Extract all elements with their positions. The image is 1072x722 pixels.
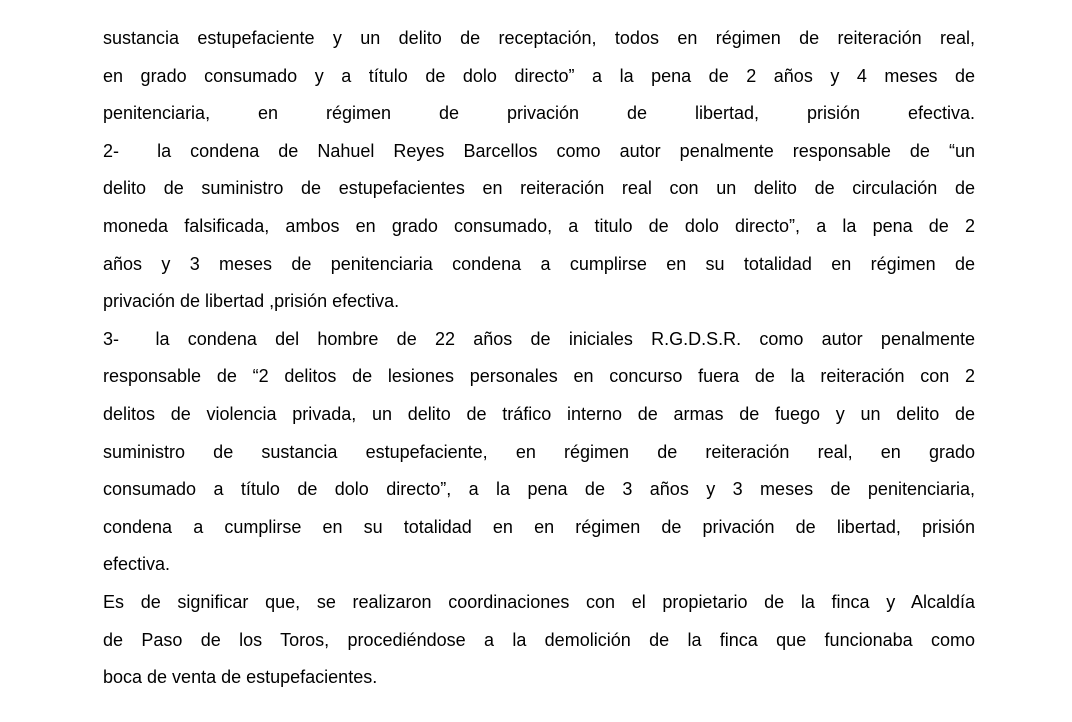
text-line: Es de significar que, se realizaron coordinaciones con el propietario de la finca y Alcaldía [103, 591, 975, 612]
text-line: sustancia estupefaciente y un delito de receptación, todos en régimen de reiteración real, [103, 28, 975, 48]
text-line: boca de venta de estupefacientes. [103, 667, 378, 688]
text-line: años y 3 meses de penitenciaria condena a cumplirse en su totalidad en régimen de [103, 253, 975, 274]
text-line: consumado a título de dolo directo”, a la pena de 3 años y 3 meses de penitenciaria, [103, 479, 975, 500]
text-line: responsable de “2 delitos de lesiones personales en concurso fuera de la reiteración con 2 [103, 366, 975, 387]
text-line: privación de libertad ,prisión efectiva. [103, 291, 400, 312]
text-line: moneda falsificada, ambos en grado consumado, a titulo de dolo directo”, a la pena de 2 [103, 215, 975, 236]
document-text-block [103, 20, 975, 697]
text-line: efectiva. [103, 554, 171, 575]
text-line: delito de suministro de estupefacientes en reiteración real con un delito de circulación de [103, 178, 975, 199]
text-line: penitenciaria, en régimen de privación de libertad, prisión efectiva. [103, 103, 975, 124]
text-line: de Paso de los Toros, procediéndose a la demolición de la finca que funcionaba como [103, 629, 975, 650]
text-line: delitos de violencia privada, un delito de tráfico interno de armas de fuego y un delito de [103, 403, 975, 424]
text-line: condena a cumplirse en su totalidad en en régimen de privación de libertad, prisión [103, 516, 975, 537]
text-line: suministro de sustancia estupefaciente, en régimen de reiteración real, en grado [103, 441, 975, 462]
text-line: 3- la condena del hombre de 22 años de iniciales R.G.D.S.R. como autor penalmente [103, 328, 975, 349]
text-line: 2- la condena de Nahuel Reyes Barcellos como autor penalmente responsable de “un [103, 140, 975, 161]
text-line: en grado consumado y a título de dolo directo” a la pena de 2 años y 4 meses de [103, 65, 975, 86]
